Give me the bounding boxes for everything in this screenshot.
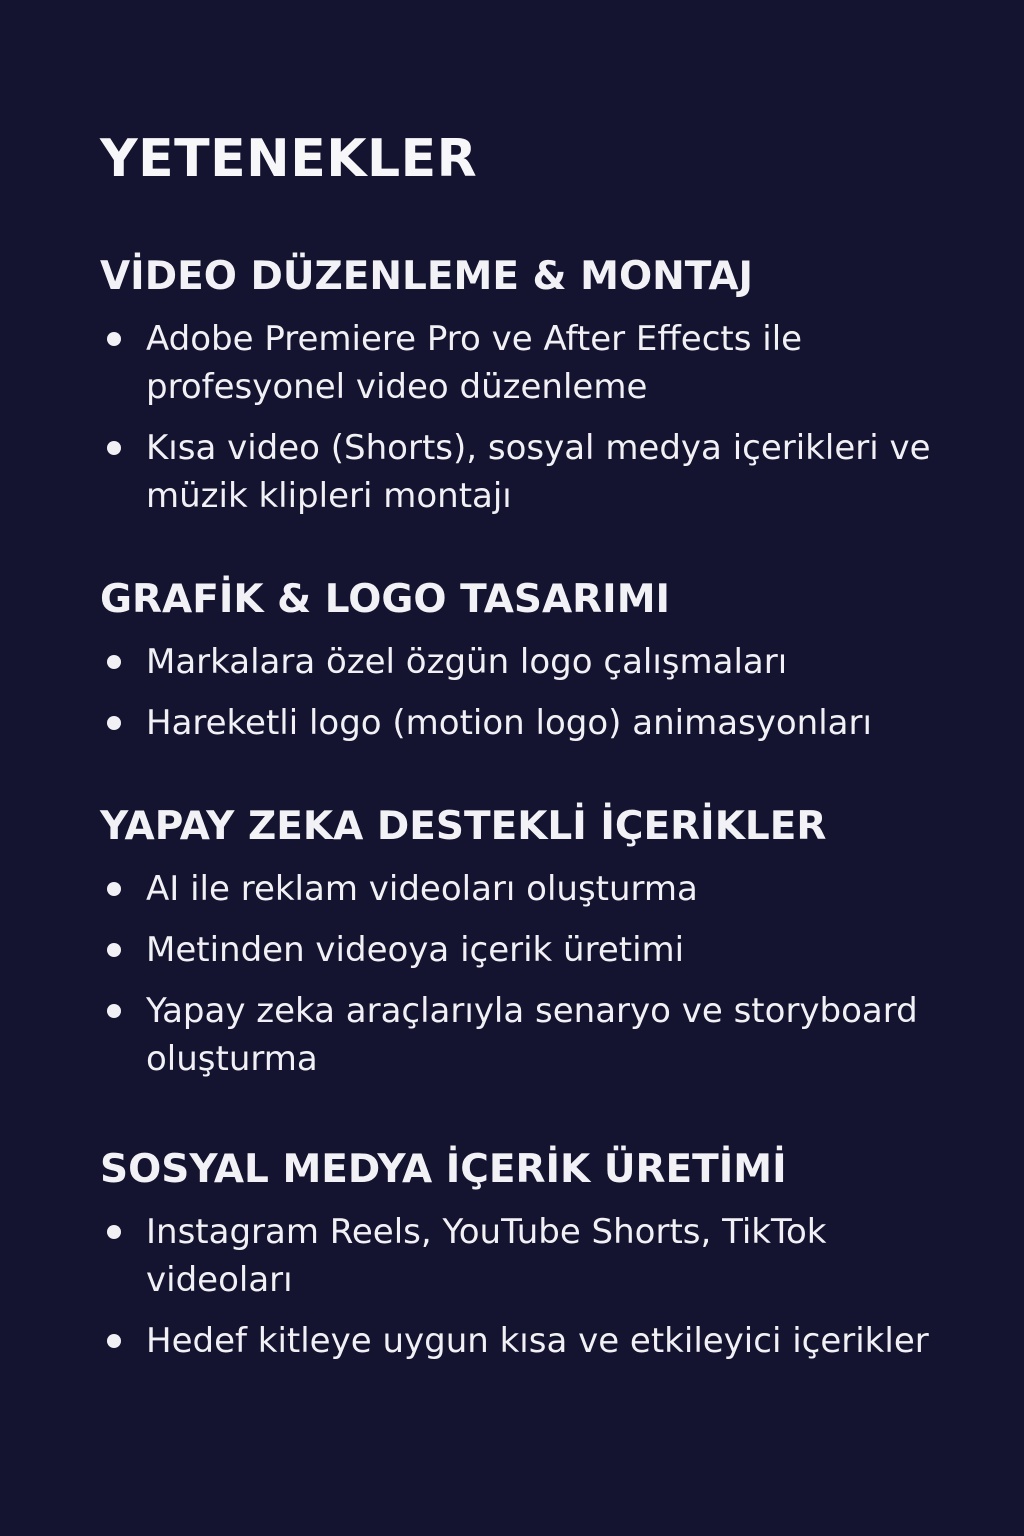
bullet-icon [107, 1225, 121, 1239]
bullet-icon [107, 441, 121, 455]
list-item-text: Metinden videoya içerik üretimi [146, 930, 685, 970]
section-ai-content [100, 802, 980, 1083]
list-item [100, 926, 980, 974]
page-title: YETENEKLER [100, 129, 478, 189]
bullet-icon [107, 943, 121, 957]
section-video-editing [100, 252, 980, 520]
list-item-text: AI ile reklam videoları oluşturma [146, 869, 698, 909]
list-item [100, 1208, 980, 1304]
list-item [100, 699, 980, 747]
list-item [100, 424, 980, 520]
bullet-list [100, 1208, 980, 1365]
bullet-list [100, 315, 980, 520]
list-item [100, 638, 980, 686]
section-heading: GRAFİK & LOGO TASARIMI [100, 577, 671, 622]
bullet-icon [107, 655, 121, 669]
list-item-text: Hedef kitleye uygun kısa ve etkileyici içerikler [146, 1321, 929, 1361]
section-social-media-content [100, 1145, 980, 1365]
skills-page [100, 128, 980, 1420]
list-item-text: Hareketli logo (motion logo) animasyonları [146, 703, 872, 743]
list-item [100, 1317, 980, 1365]
list-item [100, 987, 980, 1083]
bullet-icon [107, 1004, 121, 1018]
bullet-icon [107, 716, 121, 730]
list-item-text: Kısa video (Shorts), sosyal medya içerikleri ve müzik klipleri montajı [146, 428, 931, 516]
list-item-text: Adobe Premiere Pro ve After Effects ile profesyonel video düzenleme [146, 319, 803, 407]
bullet-icon [107, 1334, 121, 1348]
section-heading: YAPAY ZEKA DESTEKLİ İÇERİKLER [100, 804, 827, 849]
list-item-text: Yapay zeka araçlarıyla senaryo ve storyboard oluşturma [146, 991, 918, 1079]
list-item-text: Markalara özel özgün logo çalışmaları [146, 642, 788, 682]
bullet-list [100, 865, 980, 1083]
list-item [100, 315, 980, 411]
bullet-list [100, 638, 980, 747]
bullet-icon [107, 882, 121, 896]
section-heading: VİDEO DÜZENLEME & MONTAJ [100, 254, 754, 299]
section-heading: SOSYAL MEDYA İÇERİK ÜRETİMİ [100, 1147, 787, 1192]
list-item-text: Instagram Reels, YouTube Shorts, TikTok videoları [146, 1212, 827, 1300]
section-graphic-logo-design [100, 575, 980, 747]
bullet-icon [107, 332, 121, 346]
list-item [100, 865, 980, 913]
